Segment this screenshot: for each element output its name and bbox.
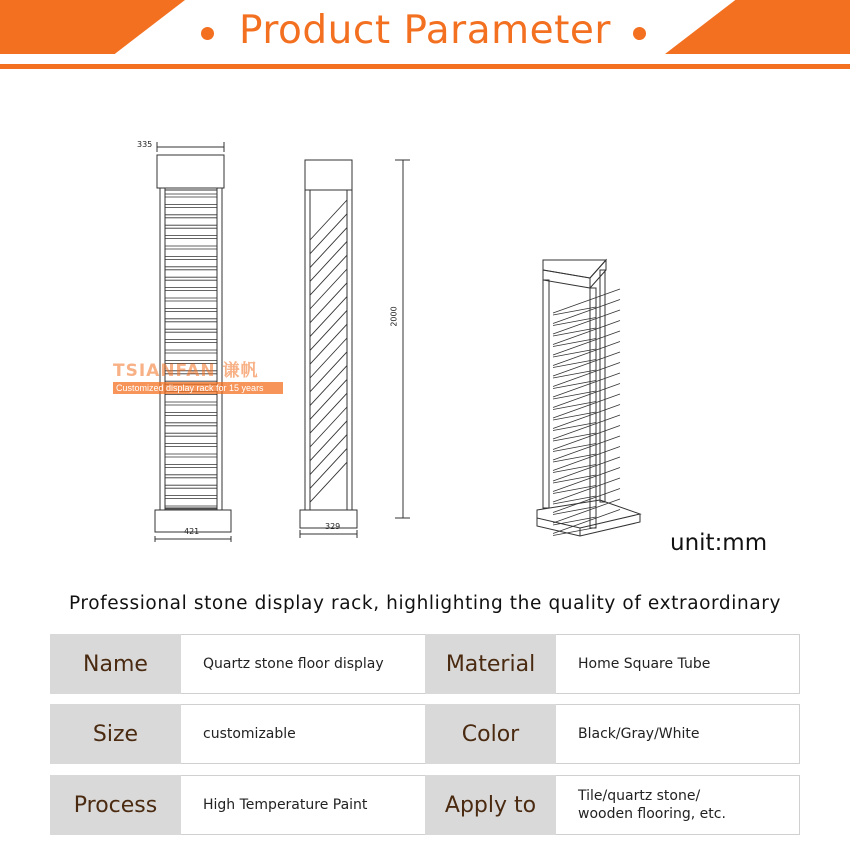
spec-value: High Temperature Paint [181,775,425,835]
rack-slat-line [553,331,620,355]
front-view [155,142,231,542]
spec-key: Process [50,775,181,835]
rack-slat-line [553,384,620,408]
unit-label: unit:mm [670,530,768,556]
header-underline [0,64,850,69]
rack-slat-line [553,394,620,418]
rack-slat-line [553,478,620,502]
perspective-view [537,260,640,536]
page-title: Product Parameter [239,8,611,53]
rack-slat-line [553,489,620,513]
rack-drawing-svg [0,90,850,580]
spec-key: Size [50,704,181,764]
technical-drawing [0,90,850,580]
rack-slat-line [553,342,620,366]
side-view [300,160,410,538]
product-tagline: Professional stone display rack, highlighting the quality of extraordinary [68,593,782,614]
rack-slat-line [553,447,620,471]
rack-slat-line [553,289,620,313]
dimension-top-width: 335 [137,140,153,149]
spec-key: Name [50,634,181,694]
dimension-base-side: 329 [325,522,341,531]
spec-value: customizable [181,704,425,764]
brand-watermark [113,356,285,394]
spec-value: Quartz stone floor display [181,634,425,694]
rack-slat-line [553,321,620,345]
spec-row [50,775,800,835]
rack-slat-line [553,373,620,397]
rack-slat-line [553,426,620,450]
dimension-base-front: 421 [184,527,200,536]
rack-slat-line [553,300,620,324]
spec-key: Apply to [425,775,556,835]
spec-value: Black/Gray/White [556,704,800,764]
rack-slat-line [553,415,620,439]
dimension-height: 2000 [389,306,399,327]
spec-key: Color [425,704,556,764]
header-banner [0,0,850,72]
rack-slat-line [553,405,620,429]
rack-slat-line [553,352,620,376]
watermark-tagline: Customized display rack for 15 years [113,382,283,394]
rack-slat-line [553,363,620,387]
watermark-brand: TSIANFAN 谦帆 [113,361,259,381]
spec-row [50,634,800,694]
spec-value: Tile/quartz stone/ wooden flooring, etc. [556,775,800,835]
rack-slat-line [553,436,620,460]
spec-key: Material [425,634,556,694]
rack-slat-line [553,310,620,334]
spec-row [50,704,800,764]
spec-value: Home Square Tube [556,634,800,694]
rack-slat-line [553,468,620,492]
rack-slat-line [553,457,620,481]
